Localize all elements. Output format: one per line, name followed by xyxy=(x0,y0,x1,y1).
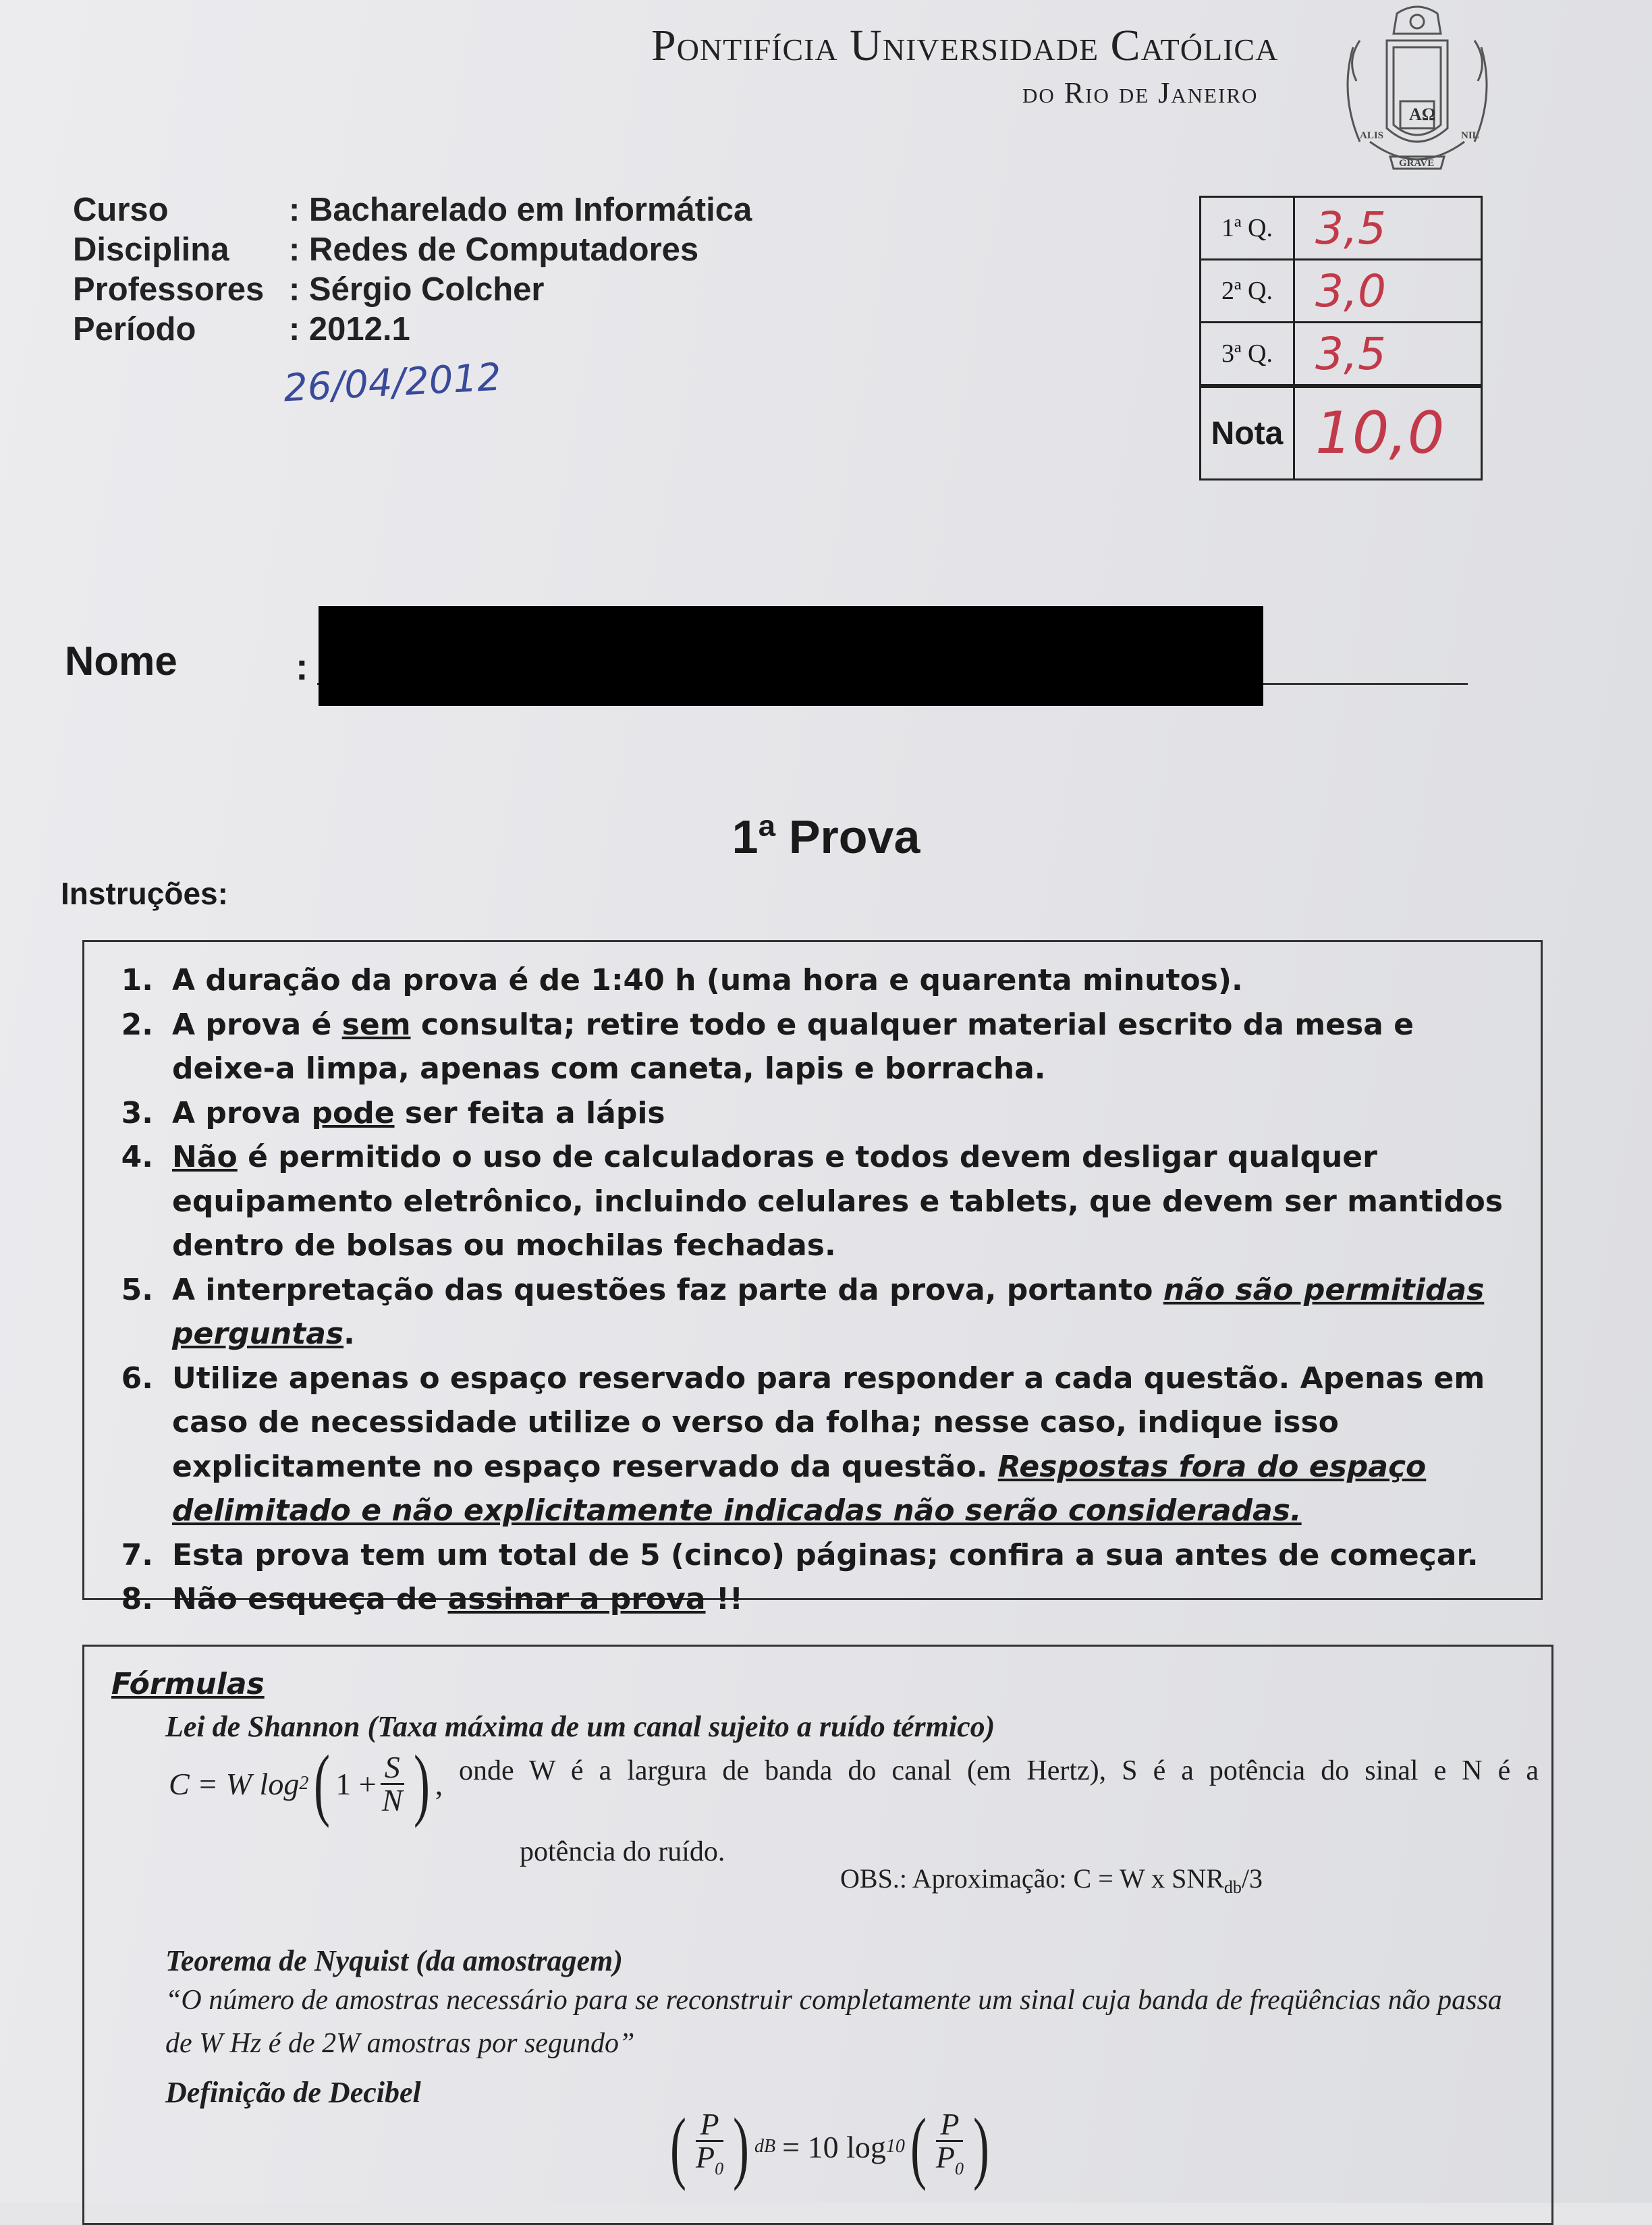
name-colon: : xyxy=(296,645,308,688)
formulas-title: Fórmulas xyxy=(111,1667,265,1701)
grade-label: 3ª Q. xyxy=(1201,323,1294,387)
discipline-value: : Redes de Computadores xyxy=(289,231,699,268)
instruction-item xyxy=(108,958,1525,1003)
instruction-item xyxy=(108,1091,1525,1136)
instruction-number: 2. xyxy=(121,1007,153,1042)
course-info xyxy=(73,190,752,350)
instruction-item xyxy=(108,1268,1525,1356)
university-city: do Rio de Janeiro xyxy=(1022,76,1259,109)
discipline-label: Disciplina xyxy=(73,231,229,268)
instruction-text: Esta prova tem um total de 5 (cinco) páginas; confira a sua antes de começar. xyxy=(172,1537,1479,1572)
instruction-text: A prova é sem consulta; retire todo e qualquer material escrito da mesa e deixe-a limpa, apenas com caneta, lapis e borracha. xyxy=(172,1007,1414,1086)
instruction-text: Não esqueça de assinar a prova !! xyxy=(172,1582,743,1616)
shannon-approximation: OBS.: Aproximação: C = W x $SNR_{db}/3$ xyxy=(840,1863,1263,1897)
svg-text:ALIS: ALIS xyxy=(1360,130,1384,141)
university-name: Pontifícia Universidade Católica xyxy=(651,21,1279,70)
grade-total-label: Nota xyxy=(1201,386,1294,480)
professors-row xyxy=(73,270,752,310)
shannon-heading: Lei de Shannon (Taxa máxima de um canal sujeito a ruído térmico) xyxy=(165,1710,995,1743)
instruction-item xyxy=(108,1533,1525,1578)
svg-text:NIL: NIL xyxy=(1461,130,1479,141)
grade-value: 3,5 xyxy=(1294,323,1482,387)
professors-label: Professores xyxy=(73,271,265,308)
instruction-item xyxy=(108,1003,1525,1091)
shannon-formula: C = W log 2 ( 1 + $\frac{S}{N}$ ) , xyxy=(169,1738,443,1828)
svg-text:AΩ: AΩ xyxy=(1409,105,1436,124)
grade-value: 3,0 xyxy=(1294,260,1482,323)
university-seal-icon xyxy=(1333,0,1502,177)
grade-row xyxy=(1201,323,1482,387)
course-label: Curso xyxy=(73,192,169,228)
instruction-number: 4. xyxy=(121,1140,153,1174)
grade-label: 1ª Q. xyxy=(1201,197,1294,260)
instruction-number: 7. xyxy=(121,1537,153,1572)
period-label: Período xyxy=(73,311,196,348)
instruction-number: 5. xyxy=(121,1272,153,1307)
professors-value: : Sérgio Colcher xyxy=(289,271,545,308)
svg-text:GRAVE: GRAVE xyxy=(1399,158,1435,169)
course-row xyxy=(73,190,752,230)
discipline-row xyxy=(73,230,752,270)
grade-label: 2ª Q. xyxy=(1201,260,1294,323)
instruction-number: 3. xyxy=(121,1095,153,1130)
instruction-text: A interpretação das questões faz parte da prova, portanto não são permitidas perguntas. xyxy=(172,1272,1485,1351)
period-row xyxy=(73,310,752,350)
exam-title: 1ª Prova xyxy=(732,811,920,863)
grade-table xyxy=(1199,196,1483,480)
grade-total-row xyxy=(1201,386,1482,480)
instruction-number: 1. xyxy=(121,963,153,997)
instruction-number: 8. xyxy=(121,1582,153,1616)
nyquist-text: “O número de amostras necessário para se reconstruir completamente um sinal cuja banda de freqüências não passa de W Hz é de 2W amostras por segundo” xyxy=(165,1985,1502,2059)
instruction-item xyxy=(108,1356,1525,1533)
instruction-text: Utilize apenas o espaço reservado para responder a cada questão. Apenas em caso de necessidade utilize o verso da folha; nesse caso, indique isso explicitamente no espaço reservado da questão. Respostas fora do espaço delimitado e não explicitamente indicadas não serão consideradas. xyxy=(172,1361,1485,1528)
instruction-number: 6. xyxy=(121,1361,153,1396)
instructions-label: Instruções: xyxy=(61,876,228,911)
decibel-heading: Definição de Decibel xyxy=(165,2076,421,2109)
decibel-formula: ( $\frac{P}{P_0}$ ) dB = 10 log 10 ( $\frac{P}{P_0}$ ) xyxy=(669,2102,989,2191)
grade-row xyxy=(1201,260,1482,323)
shannon-description-cont: potência do ruído. xyxy=(520,1836,725,1867)
instruction-text: A duração da prova é de 1:40 h (uma hora e quarenta minutos). xyxy=(172,963,1243,997)
instructions-list xyxy=(108,958,1525,1622)
shannon-description: onde W é a largura de banda do canal (em Hertz), S é a potência do sinal e N é a xyxy=(459,1755,1539,1786)
period-value: : 2012.1 xyxy=(289,311,410,348)
instruction-item xyxy=(108,1135,1525,1268)
grade-total-value: 10,0 xyxy=(1294,386,1482,480)
name-label: Nome xyxy=(65,638,177,684)
instruction-item xyxy=(108,1577,1525,1622)
course-value: : Bacharelado em Informática xyxy=(289,192,752,228)
grade-value: 3,5 xyxy=(1294,197,1482,260)
instruction-text: Não é permitido o uso de calculadoras e todos devem desligar qualquer equipamento eletrônico, incluindo celulares e tablets, que devem ser mantidos dentro de bolsas ou mochilas fechadas. xyxy=(172,1140,1504,1263)
instruction-text: A prova pode ser feita a lápis xyxy=(172,1095,665,1130)
handwritten-date: 26/04/2012 xyxy=(282,355,503,411)
name-redaction xyxy=(319,606,1263,706)
nyquist-heading: Teorema de Nyquist (da amostragem) xyxy=(165,1944,623,1977)
grade-row xyxy=(1201,197,1482,260)
